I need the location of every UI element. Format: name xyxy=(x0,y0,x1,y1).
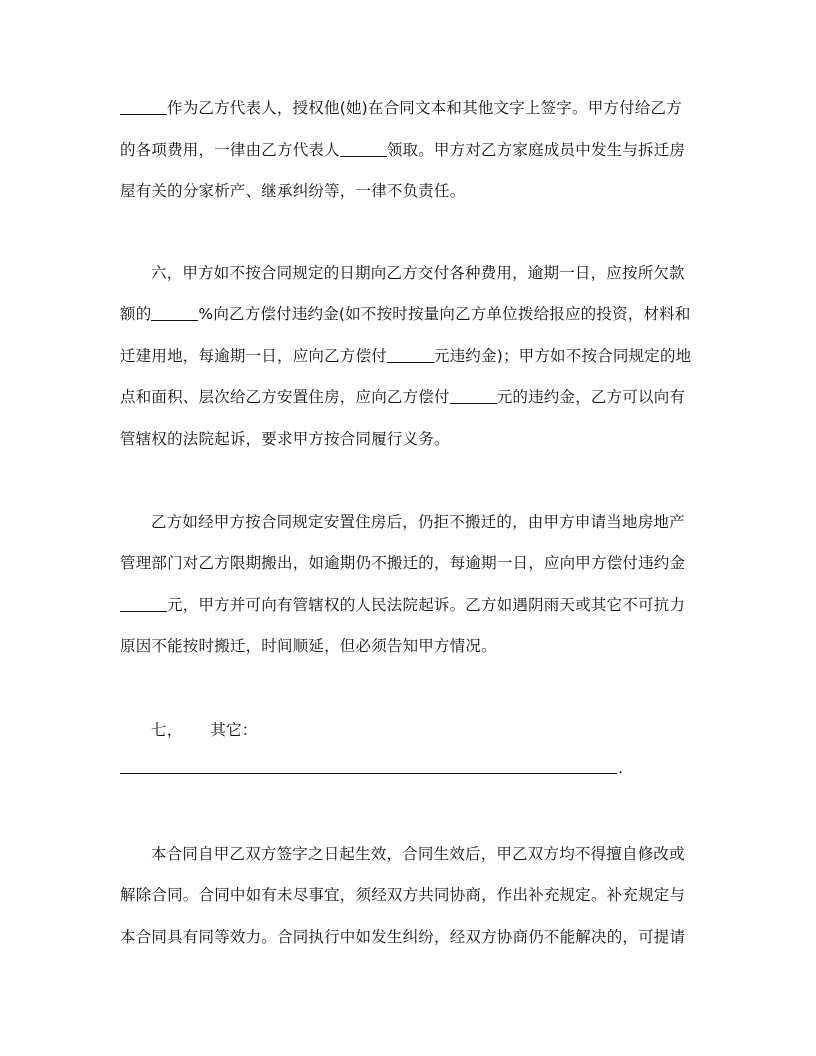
blank-field xyxy=(450,386,497,404)
blank-field xyxy=(120,97,167,115)
paragraph-2-line-3 xyxy=(120,341,710,371)
section-7-heading xyxy=(151,715,741,745)
paragraph-5-line-2: 解除合同。合同中如有未尽事宜，须经双方共同协商，作出补充规定。补充规定与 xyxy=(120,886,686,904)
paragraph-3-line-1: 乙方如经甲方按合同规定安置住房后，仍拒不搬迁的，由甲方申请当地房地产 xyxy=(151,513,685,531)
text-segment: 作为乙方代表人，授权他(她)在合同文本和其他文字上签字。甲方付给乙方 xyxy=(167,99,682,117)
text-segment: %向乙方偿付违约金(如不按时按量向乙方单位拨给报应的投资，材料和 xyxy=(198,305,691,323)
paragraph-5-line-3: 本合同具有同等效力。合同执行中如发生纠纷，经双方协商仍不能解决的，可提请 xyxy=(120,928,686,946)
paragraph-1-line-1 xyxy=(120,93,710,123)
blank-field xyxy=(387,345,434,363)
other-terms-underline xyxy=(120,773,617,774)
text-segment: 迁建用地，每逾期一日，应向乙方偿付 xyxy=(120,347,387,365)
text-segment: 元的违约金，乙方可以向有 xyxy=(496,388,686,406)
text-segment: 的各项费用，一律由乙方代表人 xyxy=(120,141,340,159)
paragraph-5-line-1: 本合同自甲乙双方签字之日起生效，合同生效后，甲乙双方均不得擅自修改或 xyxy=(151,845,685,863)
blank-field xyxy=(151,303,198,321)
blank-field xyxy=(120,594,167,612)
paragraph-3-line-4: 原因不能按时搬迁，时间顺延，但必须告知甲方情况。 xyxy=(120,637,497,655)
text-segment: 额的 xyxy=(120,305,152,323)
paragraph-3-line-3 xyxy=(120,590,710,620)
text-segment: 领取。甲方对乙方家庭成员中发生与拆迁房 xyxy=(386,141,686,159)
paragraph-3-line-2: 管理部门对乙方限期搬出，如逾期仍不搬迁的，每逾期一日，应向甲方偿付违约金 xyxy=(120,554,686,572)
text-segment: 元，甲方并可向有管辖权的人民法院起诉。乙方如遇阴雨天或其它不可抗力 xyxy=(167,596,686,614)
paragraph-1-line-2 xyxy=(120,135,710,165)
paragraph-2-line-5: 管辖权的法院起诉，要求甲方按合同履行义务。 xyxy=(120,430,450,448)
paragraph-2-line-1: 六，甲方如不按合同规定的日期向乙方交付各种费用，逾期一日，应按所欠款 xyxy=(151,264,685,282)
text-segment: 点和面积、层次给乙方安置住房，应向乙方偿付 xyxy=(120,388,450,406)
blank-field xyxy=(340,139,387,157)
section-number: 七， xyxy=(151,721,183,739)
paragraph-2-line-2 xyxy=(120,299,710,329)
paragraph-1-line-3: 屋有关的分家析产、继承纠纷等，一律不负责任。 xyxy=(120,182,466,200)
text-segment: 元违约金)；甲方如不按合同规定的地 xyxy=(433,347,692,365)
other-terms-period: . xyxy=(618,759,623,777)
paragraph-2-line-4 xyxy=(120,382,710,412)
section-label: 其它： xyxy=(210,721,258,739)
